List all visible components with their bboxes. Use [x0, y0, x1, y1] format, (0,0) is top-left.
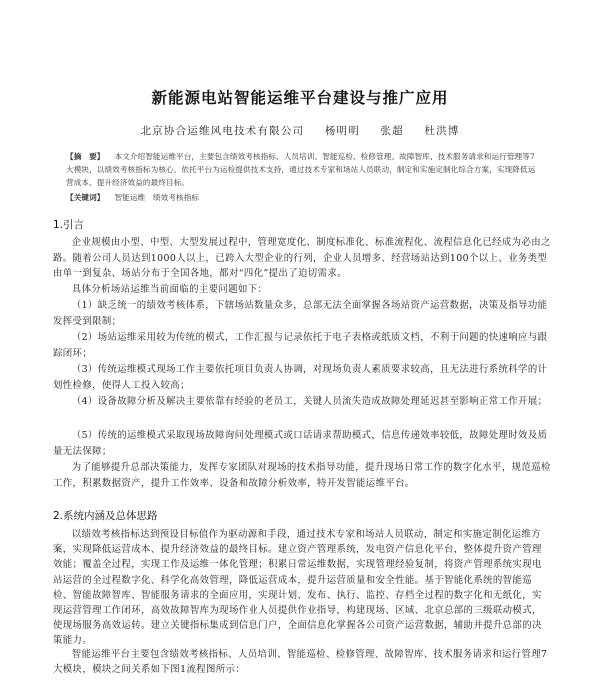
paragraph: 智能运维平台主要包含绩效考核指标、人员培训、智能巡检、检修管理、故障智库、技术服务请求和运行管理7大模块，模块之间关系如下图1流程图所示： [53, 649, 548, 676]
section-heading-introduction: 1.引言 [53, 219, 85, 231]
keywords-label: 【关键词】 [66, 193, 105, 202]
paragraph: （1）缺乏统一的绩效考核体系，下辖场站数量众多，总部无法全面掌握各场站资产运营数据，决策及指导功能发挥受到限制； [53, 300, 548, 327]
paragraph: 企业规模由小型、中型、大型发展过程中，管理宽度化、制度标准化、标准流程化、流程信息化已经成为必由之路。随着公司人员达到1000人以上，已跨入大型企业的行列，企业人员增多、经营场站达到100个以上、业务类型由单一到复杂、场站分布于全国各地，都对“四化”提出了迫切需求。 [53, 237, 551, 279]
paragraph: 以绩效考核指标达到预设目标值作为驱动源和手段，通过技术专家和场站人员联动，制定和实施定制化运维方案，实现降低运营成本、提升经济效益的最终目标。建立资产管理系统，发电资产信息化平台，整体提升资产管理效能；覆盖全过程，实现工作及运维一体化管理；积累日常运维数据，实现管理经验复制，将资产管理系统实现电站运营的全过程数字化、科学化高效管理，降低运营成本，提升运营质量和安全性能。基于智能化系统的智能巡检、智能故障智库、智能服务请求的全面应用，实现计划、发布、执行、监控、存档全过程的数字化和无纸化，实现运营管理工作闭环，高效故障智库为现场作业人员提供作业指导，构建现场、区域、北京总部的三级联动模式，使现场服务高效运转。建立关键指标集成到信息门户，全面信息化掌握各公司资产运营数据，辅助并提升总部的决策能力。 [53, 529, 542, 647]
author-name: 杜洪博 [424, 125, 460, 137]
author-name: 杨明明 [324, 125, 360, 137]
abstract-label: 【摘 要】 [66, 152, 105, 161]
paragraph: 为了能够提升总部决策能力，发挥专家团队对现场的技术指导功能，提升现场日常工作的数字化水平，规范巡检工作，积累数据资产，提升工作效率、设备和故障分析效率，特开发智能运维平台。 [53, 462, 551, 489]
author-name: 张超 [380, 125, 404, 137]
author-affiliation: 北京协合运维风电技术有限公司 [140, 125, 305, 137]
paragraph: （5）传统的运维模式采取现场故障询问处理模式或口话请求帮助模式，信息传递效率较低，故障处理时效及质量无法保障； [53, 430, 548, 457]
section-heading-system: 2.系统内涵及总体思路 [53, 510, 158, 522]
paragraph: 具体分析场站运维当前面临的主要问题如下： [71, 284, 268, 295]
keywords-text: 智能运维 绩效考核指标 [114, 193, 200, 202]
paragraph: （3）传统运维模式现场工作主要依托项目负责人协调，对现场负责人素质要求较高，且无法进行系统科学的计划性检修，使得人工投入较高； [53, 364, 548, 391]
abstract [66, 150, 542, 189]
abstract-text: 本文介绍智能运维平台，主要包含绩效考核指标、人员培训、智能巡检、检修管理、故障智库、技术服务请求和运行管理等7大模块，以绩效考核指标为核心，依托平台为运检提供技术支持，通过技术专家和场站人员联动，制定和实施定制化综合方案，实现降低运营成本、提升经济效益的最终目标。 [66, 152, 536, 187]
author-line [0, 123, 600, 138]
paragraph: （4）设备故障分析及解决主要依靠有经验的老员工，关键人员流失造成故障处理延迟甚至影响正常工作开展； [71, 396, 548, 407]
keywords [66, 191, 542, 204]
paragraph: （2）场站运维采用较为传统的模式，工作汇报与记录依托于电子表格或纸质文档，不利于问题的快速响应与跟踪闭环； [53, 332, 548, 359]
paper-title: 新能源电站智能运维平台建设与推广应用 [151, 89, 449, 107]
